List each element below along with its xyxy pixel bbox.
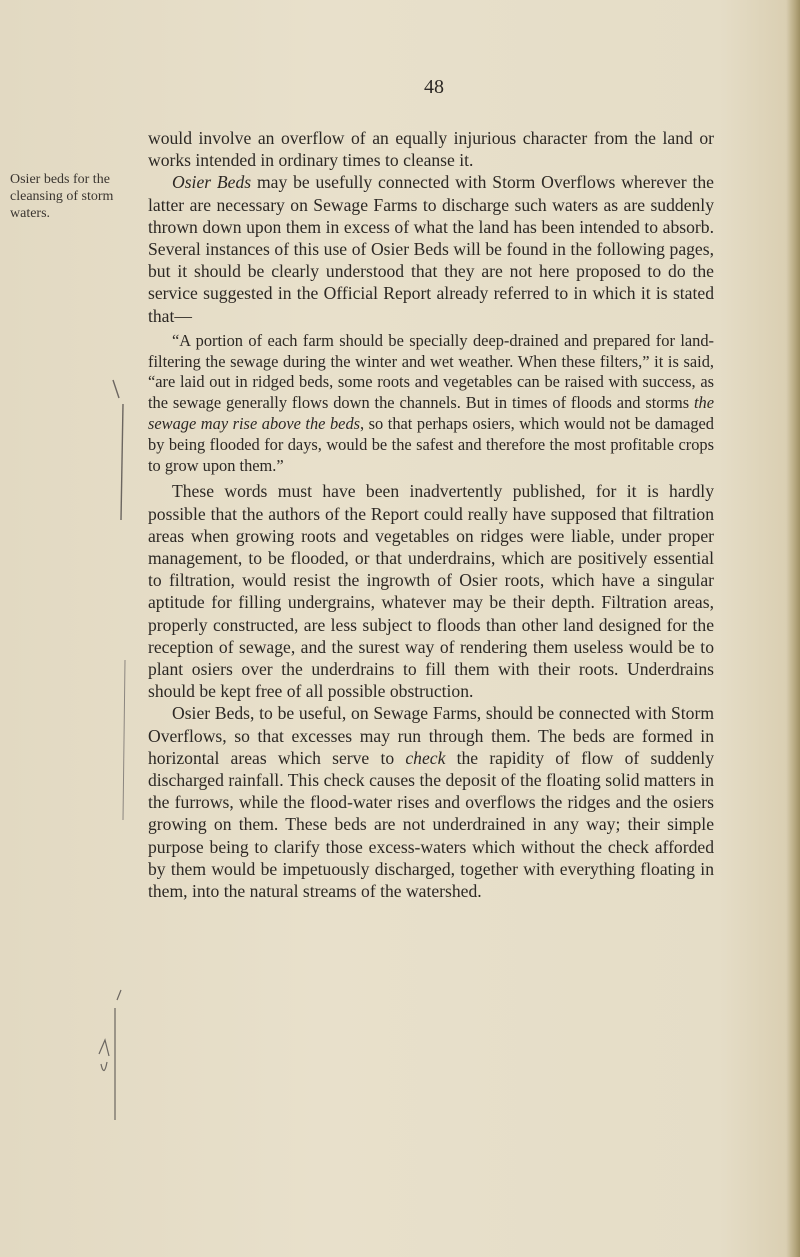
page-edge-shadow: [786, 0, 800, 1257]
paragraph: These words must have been inadvertently published, for it is hardly possible that the authors of the Report could really have supposed that filtration areas when growing roots and vegetables on ridges were liable, under proper management, to be flooded, or that underdrains, which are positively essential to filtration, would resist the ingrowth of Osier roots, which have a singular aptitude for filling undergrains, whatever may be their depth. Filtration areas, properly constructed, are less subject to floods than other land designed for the reception of sewage, and the surest way of rendering them useless would be to plant osiers over the underdrains to fill them with their roots. Underdrains should be kept free of all possible obstruction.: [148, 481, 714, 702]
block-quote: “A portion of each farm should be specially deep-drained and prepared for land-filtering the sewage during the winter and wet weather. When these filters,” it is said, “are laid out in ridged beds, some roots and vegetables can be raised with success, as the sewage generally flows down the channels. But in times of floods and storms the sewage may rise above the beds, so that perhaps osiers, which would not be damaged by being flooded for days, would be the safest and therefore the most profitable crops to grow upon them.”: [148, 330, 715, 475]
page-number: 48: [424, 76, 444, 98]
emphasis-check: check: [405, 747, 446, 768]
page-body: [148, 127, 714, 902]
paragraph: Osier Beds may be usefully connected with Storm Overflows wherever the latter are necessary on Sewage Farms to discharge such waters as are suddenly thrown down upon them in excess of what the land has been intended to absorb. Several instances of this use of Osier Beds will be found in the following pages, but it should be clearly understood that they are not here proposed to do the service suggested in the Official Report already referred to in which it is stated that—: [148, 172, 714, 326]
paragraph: would involve an overflow of an equally injurious character from the land or works intended in ordinary times to cleanse it.: [148, 128, 714, 171]
emphasis-quote: the sewage may rise above the beds: [148, 393, 714, 434]
margin-note: Osier beds for the cleansing of storm waters.: [10, 172, 114, 221]
paragraph: Osier Beds, to be useful, on Sewage Farms, should be connected with Storm Overflows, so that excesses may run through them. The beds are formed in horizontal areas which serve to check the rapidity of flow of suddenly discharged rainfall. This check causes the deposit of the floating solid matters in the furrows, while the flood-water rises and overflows the ridges and the osiers growing on them. These beds are not underdrained in any way; their simple purpose being to clarify those excess-waters which without the check afforded by them would be impetuously discharged, together with everything floating in them, into the natural streams of the watershed.: [148, 703, 714, 902]
emphasis-osier-beds: Osier Beds: [172, 172, 252, 193]
